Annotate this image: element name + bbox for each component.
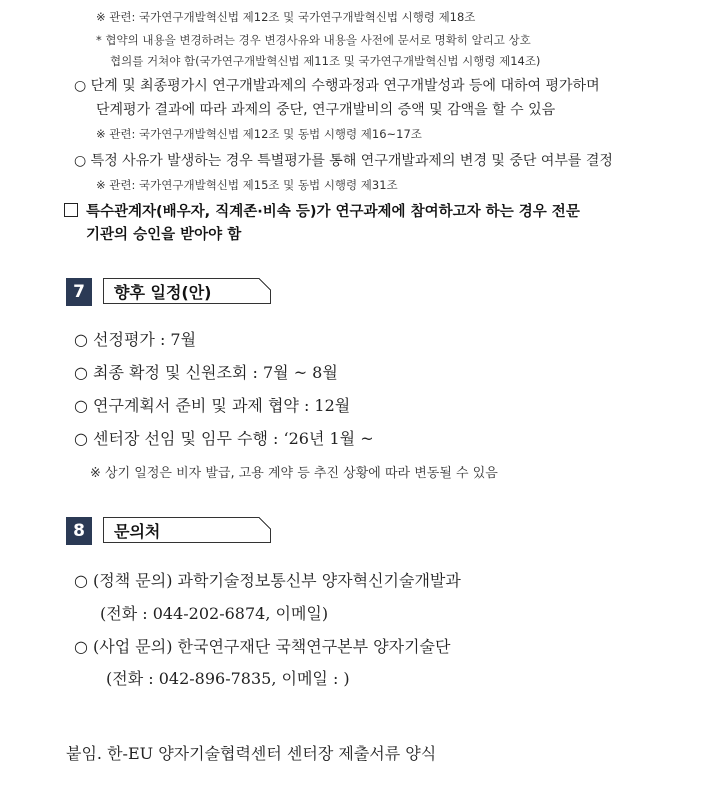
evaluation-bullet-cont: 단계평가 결과에 따라 과제의 중단, 연구개발비의 증액 및 감액을 할 수 있음	[96, 102, 556, 118]
section-number-badge: 8	[66, 517, 92, 545]
schedule-item: ○ 최종 확정 및 신원조회 : 7월 ~ 8월	[74, 363, 338, 382]
contact-item-project: ○ (사업 문의) 한국연구재단 국책연구본부 양자기술단	[74, 637, 451, 656]
schedule-item: ○ 센터장 선임 및 임무 수행 : ‘26년 1월 ~	[74, 429, 374, 448]
special-relation-text: 특수관계자(배우자, 직계존·비속 등)가 연구과제에 참여하고자 하는 경우 전문	[86, 204, 580, 220]
related-law-note: ※ 관련: 국가연구개발혁신법 제12조 및 국가연구개발혁신법 시행령 제18조	[96, 10, 476, 24]
special-relation-item	[64, 200, 580, 221]
schedule-note: ※ 상기 일정은 비자 발급, 고용 계약 등 추진 상황에 따라 변동될 수 있음	[90, 466, 498, 481]
contact-phone-project: (전화 : 042-896-7835, 이메일 : )	[106, 669, 350, 688]
related-law-note: ※ 관련: 국가연구개발혁신법 제15조 및 동법 시행령 제31조	[96, 178, 398, 192]
schedule-item: ○ 선정평가 : 7월	[74, 330, 197, 349]
schedule-item: ○ 연구계획서 준비 및 과제 협약 : 12월	[74, 396, 351, 415]
folded-corner-icon	[259, 278, 271, 290]
folded-corner-icon	[259, 517, 271, 529]
contact-phone-policy: (전화 : 044-202-6874, 이메일)	[100, 604, 329, 623]
section-number-badge: 7	[66, 278, 92, 306]
contact-item-policy: ○ (정책 문의) 과학기술정보통신부 양자혁신기술개발과	[74, 571, 461, 590]
agreement-change-note-cont: 협의를 거쳐야 함(국가연구개발혁신법 제11조 및 국가연구개발혁신법 시행령 제14조)	[110, 54, 541, 68]
section-title-text: 문의처	[114, 521, 161, 541]
attachment-line: 붙임. 한-EU 양자기술협력센터 센터장 제출서류 양식	[66, 744, 437, 763]
section-title-contact	[103, 517, 271, 543]
checkbox-square-icon	[64, 203, 78, 217]
related-law-note: ※ 관련: 국가연구개발혁신법 제12조 및 동법 시행령 제16~17조	[96, 127, 422, 141]
evaluation-bullet: ○ 단계 및 최종평가시 연구개발과제의 수행과정과 연구개발성과 등에 대하여 평가하며	[74, 78, 600, 94]
section-title-schedule	[103, 278, 271, 304]
special-relation-text-cont: 기관의 승인을 받아야 함	[86, 227, 242, 243]
section-title-text: 향후 일정(안)	[114, 282, 212, 302]
special-evaluation-bullet: ○ 특정 사유가 발생하는 경우 특별평가를 통해 연구개발과제의 변경 및 중단 여부를 결정	[74, 153, 613, 169]
agreement-change-note: * 협약의 내용을 변경하려는 경우 변경사유와 내용을 사전에 문서로 명확히 알리고 상호	[96, 33, 531, 47]
